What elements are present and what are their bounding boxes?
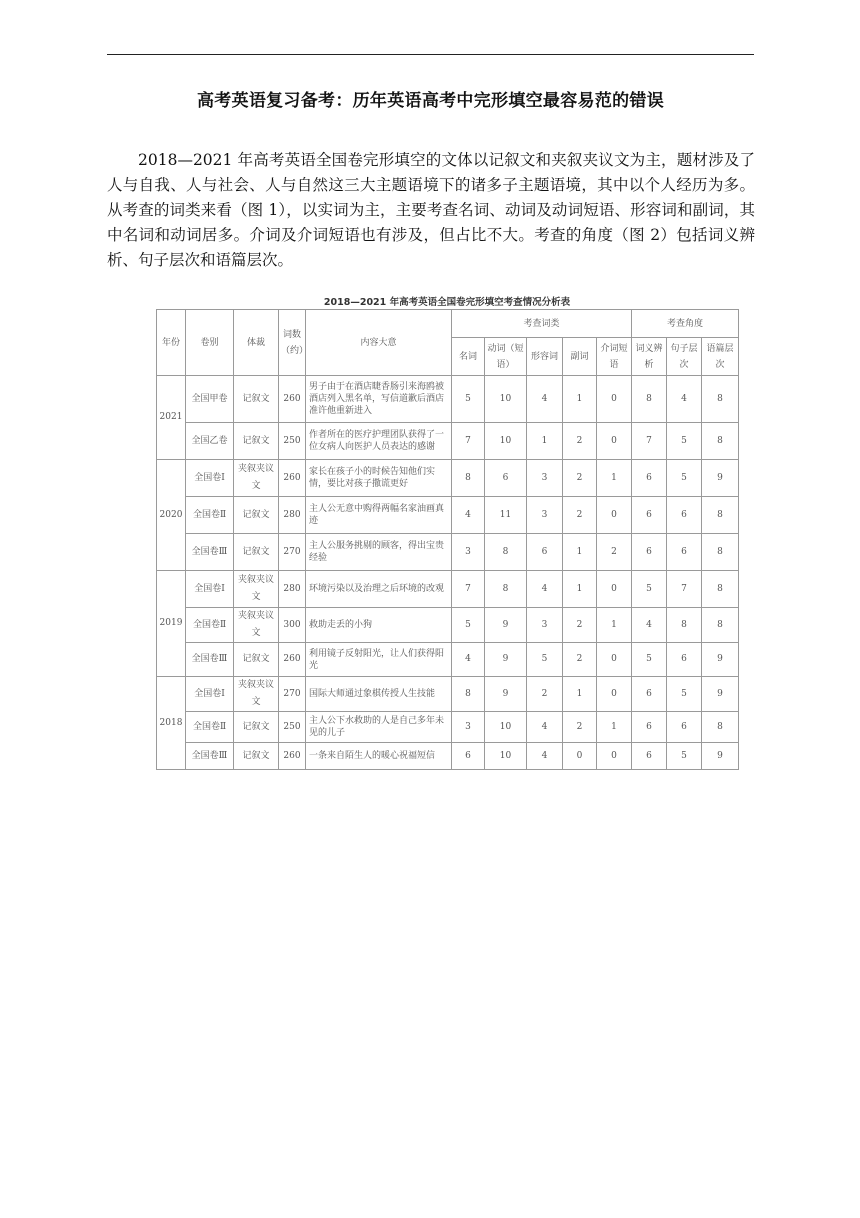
table-row — [157, 423, 739, 460]
words-cell: 280 — [279, 571, 306, 608]
year-cell: 2021 — [157, 376, 186, 460]
discourse-cell: 9 — [702, 677, 739, 712]
verb-cell: 10 — [485, 423, 527, 460]
sentence-cell: 5 — [667, 460, 702, 497]
adj-cell: 2 — [527, 677, 563, 712]
content-cell: 救助走丢的小狗 — [306, 608, 452, 643]
noun-cell: 3 — [452, 712, 485, 743]
words-cell: 280 — [279, 497, 306, 534]
content-cell: 国际大师通过象棋传授人生技能 — [306, 677, 452, 712]
document-title: 高考英语复习备考：历年英语高考中完形填空最容易范的错误 — [196, 91, 665, 111]
adv-cell: 2 — [563, 608, 597, 643]
words-cell: 270 — [279, 677, 306, 712]
header-meaning: 词义辨析 — [632, 338, 667, 376]
adj-cell: 3 — [527, 460, 563, 497]
genre-cell: 记叙文 — [234, 534, 279, 571]
verb-cell: 11 — [485, 497, 527, 534]
table-row — [157, 460, 739, 497]
noun-cell: 6 — [452, 743, 485, 770]
content-cell: 主人公服务挑剔的顾客，得出宝贵经验 — [306, 534, 452, 571]
content-cell: 主人公下水救助的人是自己多年未见的儿子 — [306, 712, 452, 743]
prep-cell: 1 — [597, 460, 632, 497]
content-cell: 家长在孩子小的时候告知他们实情，要比对孩子撒谎更好 — [306, 460, 452, 497]
words-cell: 250 — [279, 712, 306, 743]
prep-cell: 0 — [597, 643, 632, 677]
genre-cell: 夹叙夹议文 — [234, 677, 279, 712]
table-title: 2018—2021 年高考英语全国卷完形填空考查情况分析表 — [323, 297, 571, 308]
discourse-cell: 8 — [702, 712, 739, 743]
header-rule — [107, 54, 754, 55]
header-adj: 形容词 — [527, 338, 563, 376]
discourse-cell: 8 — [702, 376, 739, 423]
meaning-cell: 5 — [632, 571, 667, 608]
meaning-cell: 6 — [632, 460, 667, 497]
verb-cell: 6 — [485, 460, 527, 497]
content-cell: 环境污染以及治理之后环境的改观 — [306, 571, 452, 608]
prep-cell: 0 — [597, 376, 632, 423]
paper-cell: 全国卷Ⅲ — [186, 743, 234, 770]
meaning-cell: 6 — [632, 534, 667, 571]
meaning-cell: 8 — [632, 376, 667, 423]
genre-cell: 记叙文 — [234, 743, 279, 770]
header-words: 词数（约） — [279, 310, 306, 376]
prep-cell: 0 — [597, 571, 632, 608]
discourse-cell: 8 — [702, 497, 739, 534]
prep-cell: 0 — [597, 677, 632, 712]
year-cell: 2018 — [157, 677, 186, 770]
paper-cell: 全国卷Ⅱ — [186, 712, 234, 743]
words-cell: 270 — [279, 534, 306, 571]
prep-cell: 0 — [597, 743, 632, 770]
sentence-cell: 8 — [667, 608, 702, 643]
adv-cell: 2 — [563, 643, 597, 677]
paper-cell: 全国卷Ⅰ — [186, 677, 234, 712]
adj-cell: 4 — [527, 743, 563, 770]
header-paper: 卷别 — [186, 310, 234, 376]
adv-cell: 2 — [563, 460, 597, 497]
table-row — [157, 571, 739, 608]
genre-cell: 记叙文 — [234, 376, 279, 423]
prep-cell: 1 — [597, 712, 632, 743]
sentence-cell: 7 — [667, 571, 702, 608]
prep-cell: 1 — [597, 608, 632, 643]
genre-cell: 记叙文 — [234, 423, 279, 460]
verb-cell: 8 — [485, 534, 527, 571]
words-cell: 250 — [279, 423, 306, 460]
verb-cell: 9 — [485, 608, 527, 643]
verb-cell: 9 — [485, 643, 527, 677]
table-row — [157, 743, 739, 770]
paper-cell: 全国卷Ⅱ — [186, 608, 234, 643]
noun-cell: 8 — [452, 677, 485, 712]
meaning-cell: 5 — [632, 643, 667, 677]
adv-cell: 0 — [563, 743, 597, 770]
adj-cell: 3 — [527, 497, 563, 534]
content-cell: 一条来自陌生人的暖心祝福短信 — [306, 743, 452, 770]
noun-cell: 3 — [452, 534, 485, 571]
year-cell: 2020 — [157, 460, 186, 571]
sentence-cell: 6 — [667, 497, 702, 534]
genre-cell: 记叙文 — [234, 497, 279, 534]
noun-cell: 5 — [452, 608, 485, 643]
sentence-cell: 5 — [667, 743, 702, 770]
prep-cell: 2 — [597, 534, 632, 571]
discourse-cell: 9 — [702, 643, 739, 677]
adj-cell: 1 — [527, 423, 563, 460]
discourse-cell: 8 — [702, 608, 739, 643]
table-body — [157, 376, 739, 770]
table-row — [157, 677, 739, 712]
adv-cell: 1 — [563, 534, 597, 571]
genre-cell: 夹叙夹议文 — [234, 571, 279, 608]
table-row — [157, 497, 739, 534]
noun-cell: 4 — [452, 497, 485, 534]
adj-cell: 4 — [527, 712, 563, 743]
content-cell: 利用镜子反射阳光，让人们获得阳光 — [306, 643, 452, 677]
genre-cell: 夹叙夹议文 — [234, 460, 279, 497]
header-year: 年份 — [157, 310, 186, 376]
header-genre: 体裁 — [234, 310, 279, 376]
verb-cell: 9 — [485, 677, 527, 712]
header-prep: 介词短语 — [597, 338, 632, 376]
words-cell: 300 — [279, 608, 306, 643]
meaning-cell: 4 — [632, 608, 667, 643]
table-row — [157, 608, 739, 643]
paper-cell: 全国卷Ⅰ — [186, 460, 234, 497]
header-noun: 名词 — [452, 338, 485, 376]
intro-paragraph: 2018—2021 年高考英语全国卷完形填空的文体以记叙文和夹叙夹议文为主，题材涉及了人与自我、人与社会、人与自然这三大主题语境下的诸多子主题语境，其中以个人经历为多。从考查的词类来看（图 1），以实词为主，主要考查名词、动词及动词短语、形容词和副词，其中名词和动词居多。介词及介词短语也有涉及，但占比不大。考查的角度（图 2）包括词义辨析、句子层次和语篇层次。 — [107, 151, 755, 269]
header-angle: 考查角度 — [632, 310, 739, 338]
adj-cell: 4 — [527, 376, 563, 423]
table-row — [157, 712, 739, 743]
paper-cell: 全国卷Ⅲ — [186, 534, 234, 571]
noun-cell: 5 — [452, 376, 485, 423]
prep-cell: 0 — [597, 423, 632, 460]
discourse-cell: 8 — [702, 534, 739, 571]
sentence-cell: 6 — [667, 643, 702, 677]
prep-cell: 0 — [597, 497, 632, 534]
adv-cell: 2 — [563, 497, 597, 534]
genre-cell: 夹叙夹议文 — [234, 608, 279, 643]
sentence-cell: 5 — [667, 677, 702, 712]
discourse-cell: 8 — [702, 571, 739, 608]
noun-cell: 7 — [452, 423, 485, 460]
header-verb: 动词（短语） — [485, 338, 527, 376]
noun-cell: 7 — [452, 571, 485, 608]
table-row — [157, 643, 739, 677]
header-content: 内容大意 — [306, 310, 452, 376]
header-word-class: 考查词类 — [452, 310, 632, 338]
table-row — [157, 376, 739, 423]
adj-cell: 4 — [527, 571, 563, 608]
sentence-cell: 5 — [667, 423, 702, 460]
adv-cell: 2 — [563, 712, 597, 743]
paper-cell: 全国乙卷 — [186, 423, 234, 460]
paper-cell: 全国卷Ⅱ — [186, 497, 234, 534]
meaning-cell: 6 — [632, 712, 667, 743]
verb-cell: 10 — [485, 712, 527, 743]
header-adv: 副词 — [563, 338, 597, 376]
adv-cell: 1 — [563, 571, 597, 608]
meaning-cell: 6 — [632, 497, 667, 534]
genre-cell: 记叙文 — [234, 712, 279, 743]
paper-cell: 全国甲卷 — [186, 376, 234, 423]
content-cell: 作者所在的医疗护理团队获得了一位女病人向医护人员表达的感谢 — [306, 423, 452, 460]
discourse-cell: 9 — [702, 460, 739, 497]
sentence-cell: 6 — [667, 712, 702, 743]
adj-cell: 3 — [527, 608, 563, 643]
discourse-cell: 8 — [702, 423, 739, 460]
content-cell: 男子由于在酒店睫香肠引来海鸥被酒店列入黑名单，写信道歉后酒店准许他重新进入 — [306, 376, 452, 423]
words-cell: 260 — [279, 743, 306, 770]
table-row — [157, 534, 739, 571]
adv-cell: 1 — [563, 677, 597, 712]
adv-cell: 2 — [563, 423, 597, 460]
words-cell: 260 — [279, 643, 306, 677]
meaning-cell: 6 — [632, 743, 667, 770]
words-cell: 260 — [279, 460, 306, 497]
verb-cell: 10 — [485, 376, 527, 423]
header-sentence: 句子层次 — [667, 338, 702, 376]
header-row-top — [157, 310, 739, 338]
year-cell: 2019 — [157, 571, 186, 677]
noun-cell: 8 — [452, 460, 485, 497]
sentence-cell: 4 — [667, 376, 702, 423]
adj-cell: 6 — [527, 534, 563, 571]
discourse-cell: 9 — [702, 743, 739, 770]
analysis-table — [156, 309, 739, 770]
adv-cell: 1 — [563, 376, 597, 423]
meaning-cell: 7 — [632, 423, 667, 460]
sentence-cell: 6 — [667, 534, 702, 571]
paper-cell: 全国卷Ⅲ — [186, 643, 234, 677]
genre-cell: 记叙文 — [234, 643, 279, 677]
words-cell: 260 — [279, 376, 306, 423]
noun-cell: 4 — [452, 643, 485, 677]
meaning-cell: 6 — [632, 677, 667, 712]
verb-cell: 10 — [485, 743, 527, 770]
adj-cell: 5 — [527, 643, 563, 677]
verb-cell: 8 — [485, 571, 527, 608]
paper-cell: 全国卷Ⅰ — [186, 571, 234, 608]
header-discourse: 语篇层次 — [702, 338, 739, 376]
content-cell: 主人公无意中购得两幅名家油画真迹 — [306, 497, 452, 534]
